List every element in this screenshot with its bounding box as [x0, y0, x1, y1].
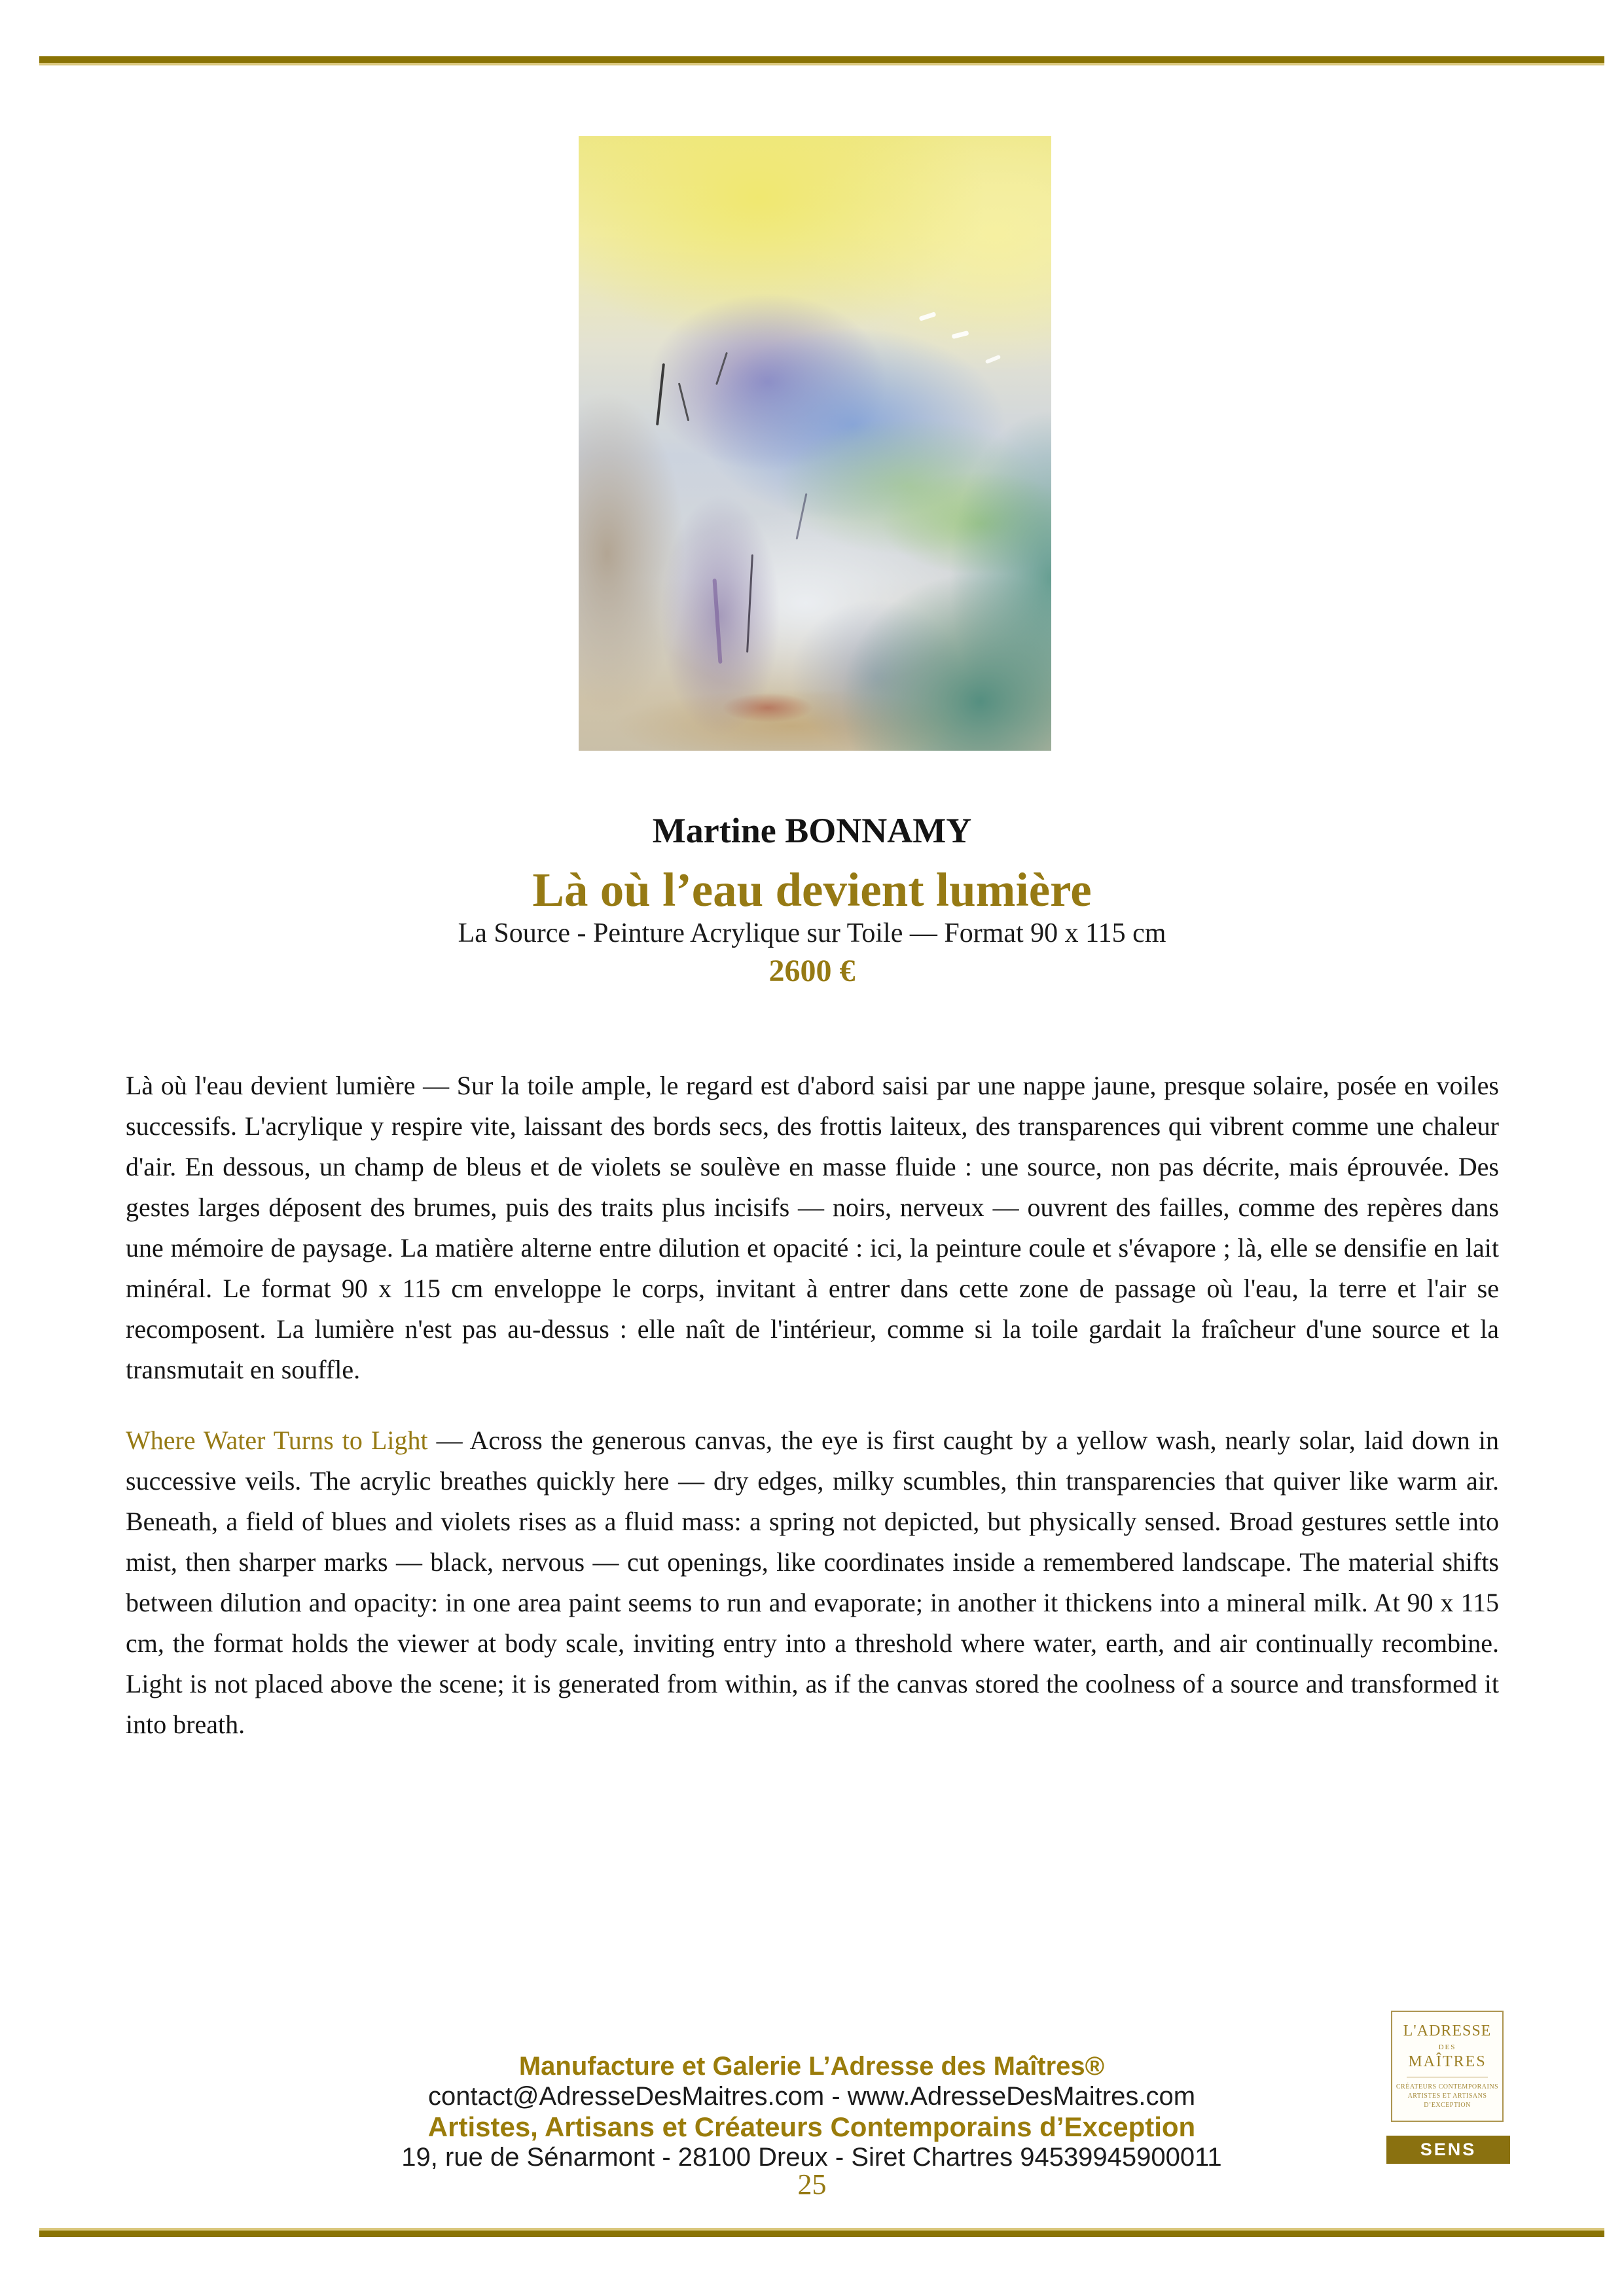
paint-stroke	[678, 382, 689, 421]
bottom-gold-rule	[39, 2228, 1604, 2237]
paint-stroke	[952, 331, 969, 339]
paint-stroke	[715, 351, 728, 384]
logo-subtitle-3: D’EXCEPTION	[1424, 2102, 1471, 2109]
artist-name: Martine BONNAMY	[652, 811, 972, 850]
description-french	[126, 1066, 1499, 1390]
paint-stroke	[796, 493, 808, 539]
footer-gallery-name: Manufacture et Galerie L’Adresse des Maîtres®	[518, 2052, 1105, 2081]
gallery-footer	[353, 2051, 1270, 2172]
footer-address: 19, rue de Sénarmont - 28100 Dreux - Siret Chartres 94539945900011	[401, 2143, 1222, 2172]
description-french-lead: Là où l'eau devient lumière	[126, 1071, 416, 1100]
logo-subtitle-2: ARTISTES ET ARTISANS	[1407, 2092, 1487, 2100]
logo-subtitle-1: CRÉATEURS CONTEMPORAINS	[1396, 2083, 1499, 2090]
paint-stroke	[746, 554, 753, 653]
top-gold-rule	[39, 56, 1604, 65]
artwork-price: 2600 €	[768, 954, 856, 988]
gallery-logo	[1391, 2011, 1504, 2122]
description-french-body: — Sur la toile ample, le regard est d'abord saisi par une nappe jaune, presque solaire, posée en voiles successifs. L'acrylique y respire vite, laissant des bords secs, des frottis laiteux, des transparences qui vibrent comme une chaleur d'air. En dessous, un champ de bleus et de violets se soulève en masse fluide : une source, non pas décrite, mais éprouvée. Des gestes larges déposent des brumes, puis des traits plus incisifs — noirs, nerveux — ouvrent des failles, comme des repères dans une mémoire de paysage. La matière alterne entre dilution et opacité : ici, la peinture coule et s'évapore ; là, elle se densifie en lait minéral. Le format 90 x 115 cm enveloppe le corps, invitant à entrer dans cette zone de passage où l'eau, la terre et l'air se recomposent. La lumière n'est pas au-dessus : elle naît de l'intérieur, comme si la toile gardait la fraîcheur d'une source et la transmutait en souffle.	[126, 1071, 1500, 1384]
footer-contact: contact@AdresseDesMaitres.com - www.AdresseDesMaitres.com	[427, 2082, 1196, 2111]
artwork-title: Là où l’eau devient lumière	[532, 863, 1092, 916]
paint-stroke	[918, 312, 936, 321]
description-english-lead: Where Water Turns to Light	[126, 1426, 428, 1455]
logo-name-mid: DES	[1438, 2043, 1456, 2051]
sens-badge: SENS	[1386, 2136, 1510, 2164]
paint-stroke	[656, 363, 665, 425]
logo-name-bottom: MAÎTRES	[1408, 2053, 1487, 2070]
description-english-body: — Across the generous canvas, the eye is first caught by a yellow wash, nearly solar, laid down in successive veils. The acrylic breathes quickly here — dry edges, milky scumbles, thin transparencies that quiver like warm air. Beneath, a field of blues and violets rises as a fluid mass: a spring not depicted, but physically sensed. Broad gestures settle into mist, then sharper marks — black, nervous — cut openings, like coordinates inside a remembered landscape. The material shifts between dilution and opacity: in one area paint seems to run and evaporate; in another it thickens into a mineral milk. At 90 x 115 cm, the format holds the viewer at body scale, inviting entry into a threshold where water, earth, and air continually recombine. Light is not placed above the scene; it is generated from within, as if the canvas stored the coolness of a source and transformed it into breath.	[126, 1426, 1499, 1739]
paint-stroke	[985, 355, 1001, 365]
footer-tagline: Artistes, Artisans et Créateurs Contemporains d’Exception	[427, 2111, 1196, 2142]
paint-stroke	[713, 579, 723, 664]
artwork-image	[579, 136, 1051, 751]
artwork-details: La Source - Peinture Acrylique sur Toile — Format 90 x 115 cm	[458, 918, 1166, 948]
description-english	[126, 1420, 1499, 1745]
logo-name-top: L'ADRESSE	[1403, 2022, 1492, 2039]
description-block	[126, 1066, 1499, 1775]
page-number: 25	[797, 2168, 827, 2200]
